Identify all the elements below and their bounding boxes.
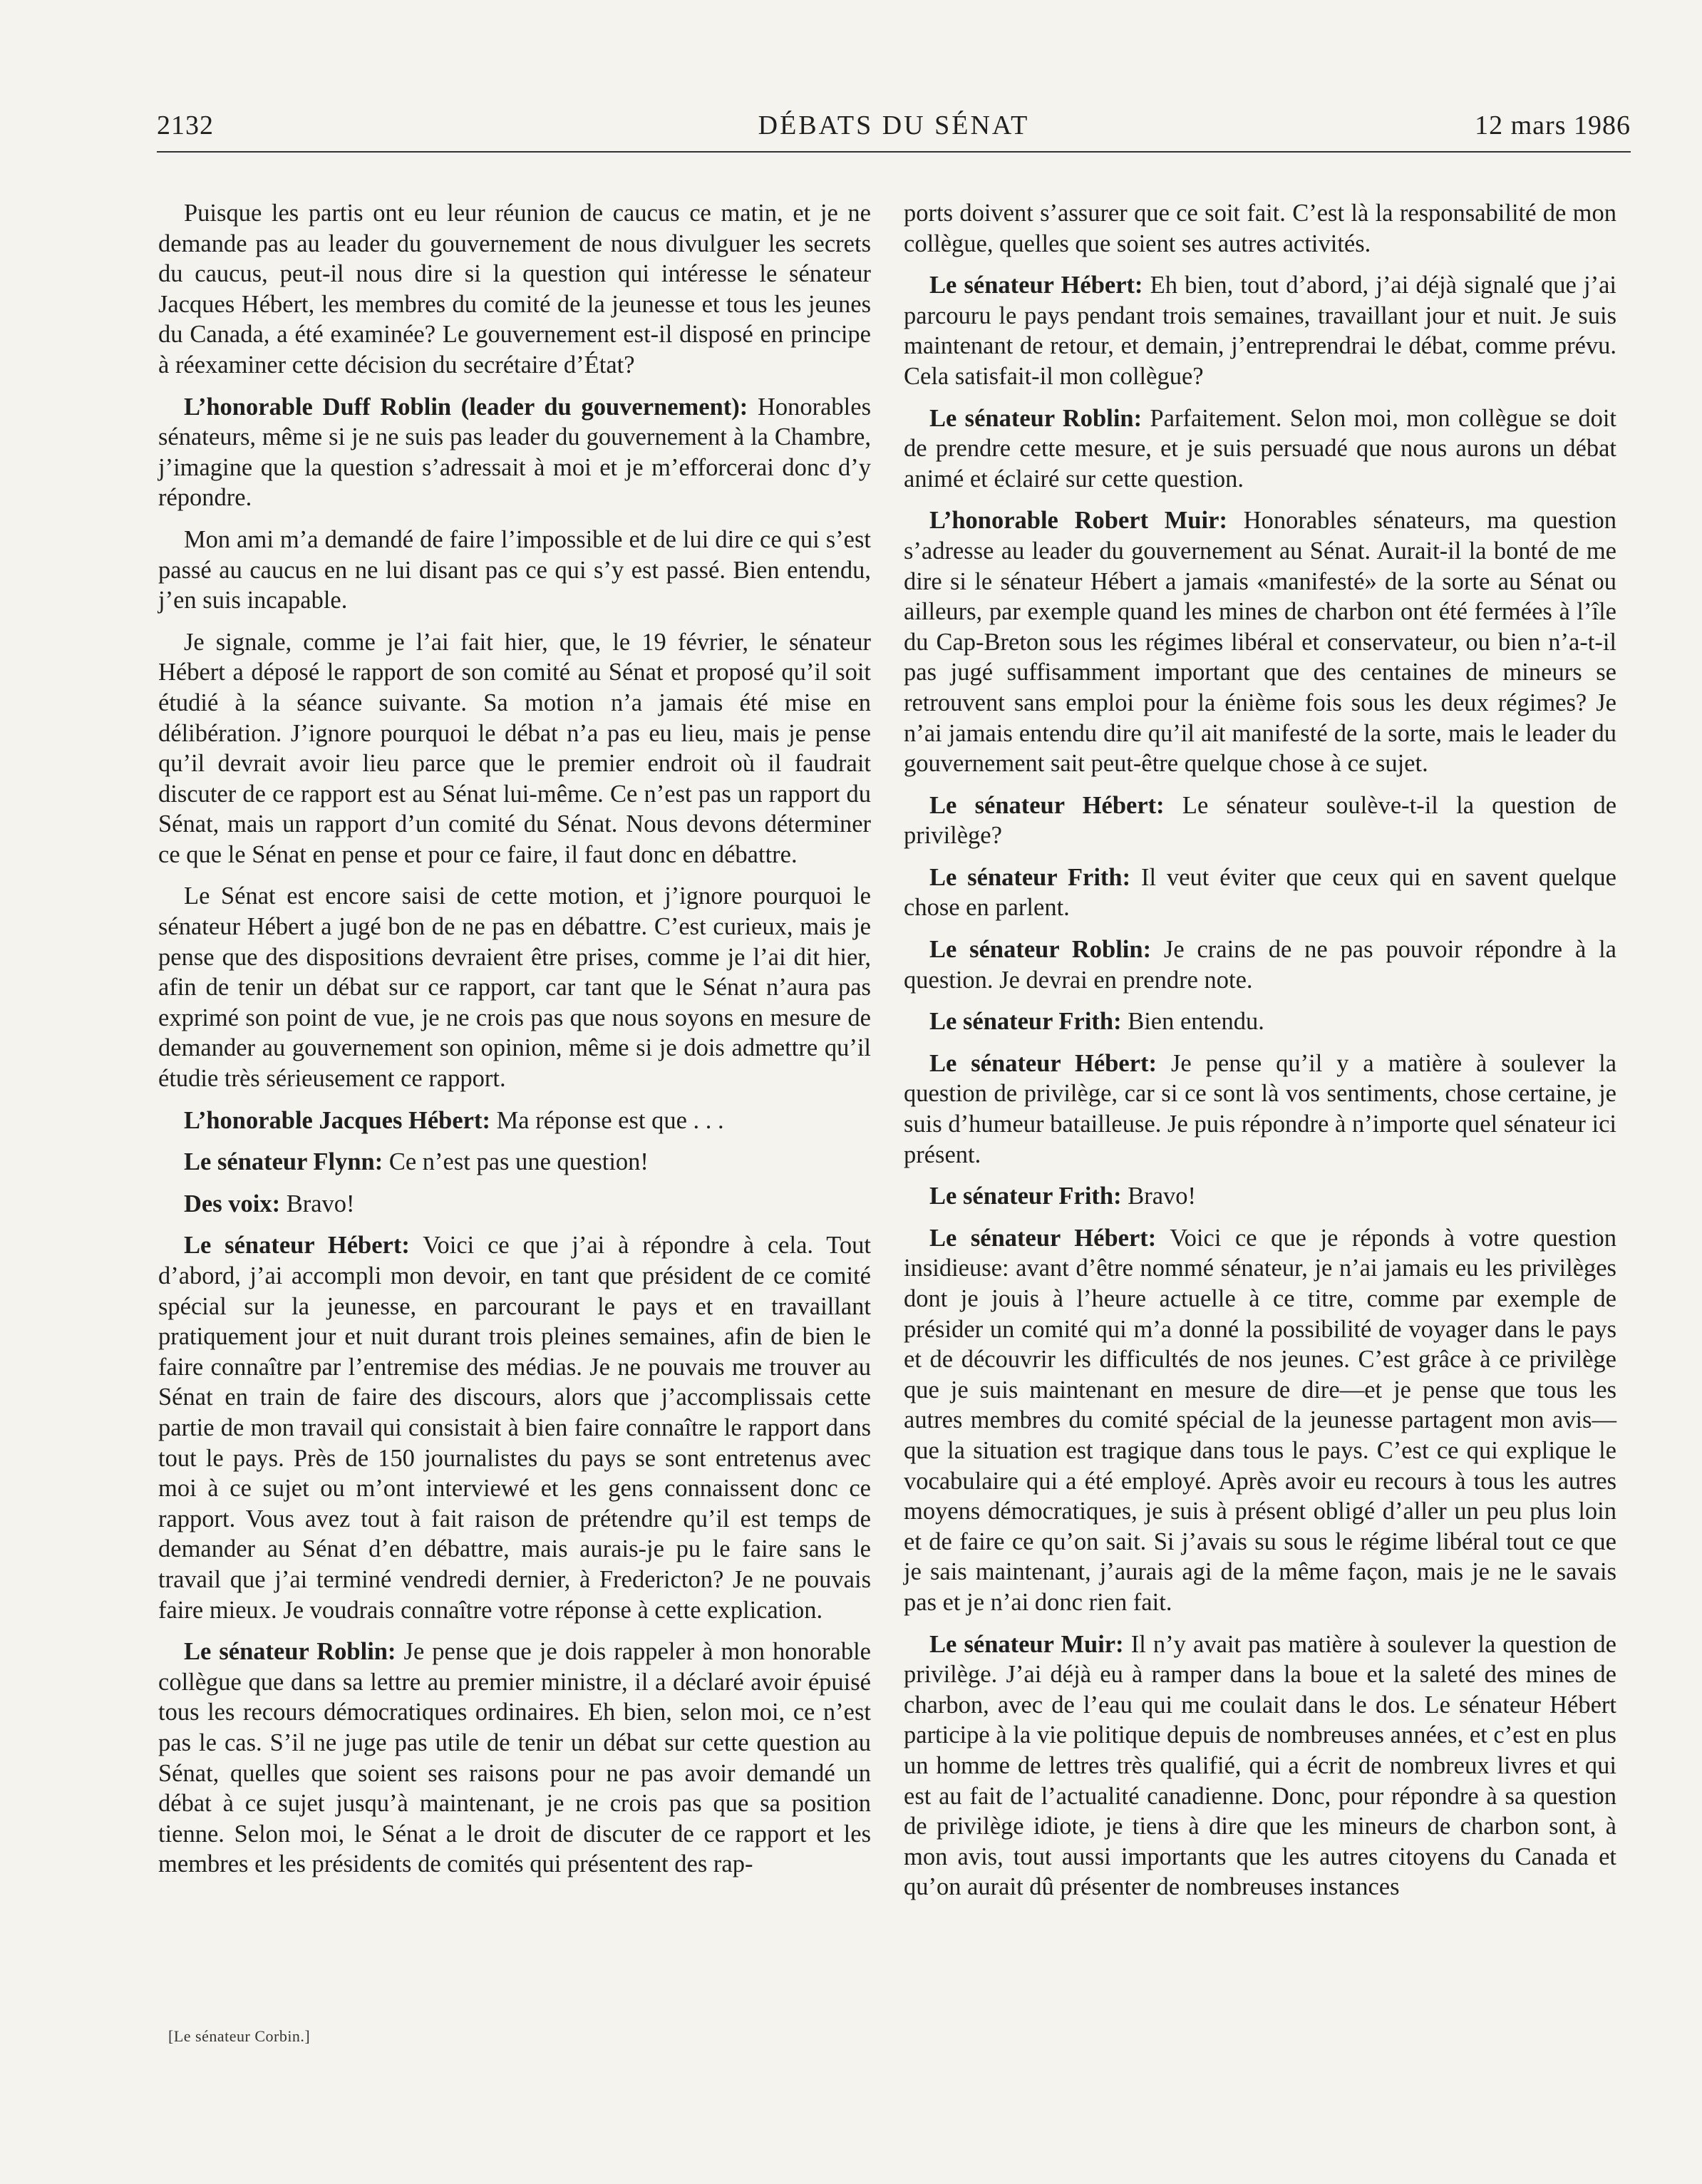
paragraph	[904, 790, 1616, 851]
paragraph	[904, 403, 1616, 495]
speaker-name: L’honorable Duff Roblin (leader du gouvernement):	[184, 393, 748, 421]
paragraph	[158, 1230, 871, 1625]
paragraph	[904, 198, 1616, 259]
issue-date: 12 mars 1986	[1475, 110, 1631, 140]
paragraph-text: Il n’y avait pas matière à soulever la question de privilège. J’ai déjà eu à ramper dans la boue et la saleté des mines de charbon, avec de l’eau qui me coulait dans le dos. Le sénateur Hébert participe à la vie politique depuis de nombreuses années, et c’est en plus un homme de lettres très qualifié, qui a écrit de nombreux livres et qui est au fait de l’actualité canadienne. Donc, pour répondre à sa question de privilège idiote, je tiens à dire que les mineurs de charbon sont, à mon avis, tout aussi importants que les autres citoyens du Canada et qu’on aurait dû présenter de nombreuses instances	[904, 1630, 1616, 1901]
paragraph	[158, 627, 871, 870]
speaker-name: Le sénateur Frith:	[929, 863, 1131, 891]
paragraph	[158, 881, 871, 1093]
paragraph-text: Bien entendu.	[1128, 1008, 1264, 1036]
paragraph	[904, 270, 1616, 391]
paragraph-text: Ce n’est pas une question!	[388, 1148, 649, 1176]
paragraph	[904, 1181, 1616, 1212]
paragraph-text: Je pense qu’il y a matière à soulever la question de privilège, car si ce sont là vos sentiments, chose certaine, je suis d’humeur batailleuse. Je puis répondre à n’importe quel sénateur ici présent.	[904, 1049, 1617, 1168]
running-header	[157, 108, 1631, 153]
paragraph	[904, 1629, 1616, 1902]
paragraph	[904, 934, 1616, 995]
paragraph-text: Honorables sénateurs, même si je ne suis pas leader du gouvernement à la Chambre, j’imagine que la question s’adressait à moi et je m’efforcerai donc d’y répondre.	[158, 393, 872, 512]
paragraph-text: Bravo!	[286, 1190, 355, 1217]
right-column	[904, 198, 1616, 1914]
paragraph	[158, 1106, 871, 1136]
speaker-name: Des voix:	[184, 1190, 281, 1217]
speaker-name: Le sénateur Hébert:	[929, 1224, 1157, 1252]
paragraph-text: Ma réponse est que . . .	[496, 1106, 724, 1134]
paragraph-text: Voici ce que j’ai à répondre à cela. Tout d’abord, j’ai accompli mon devoir, en tant que président de ce comité spécial sur la jeunesse, en parcourant le pays et en travaillant pratiquement jour et nuit durant trois pleines semaines, afin de bien le faire connaître par l’entremise des médias. Je ne pouvais me trouver au Sénat en train de faire des discours, alors que j’accomplissais cette partie de mon travail qui consistait à bien faire connaître le rapport dans tout le pays. Près de 150 journalistes du pays se sont entretenus avec moi à ce sujet ou m’ont interviewé et les gens connaissent donc ce rapport. Vous avez tout à fait raison de prétendre qu’il est temps de demander au Sénat d’en débattre, mais aurais-je pu le faire sans le travail que j’ai terminé vendredi dernier, à Fredericton? Je ne pouvais faire mieux. Je voudrais connaître votre réponse à cette explication.	[158, 1232, 871, 1624]
paragraph-text: Parfaitement. Selon moi, mon collègue se doit de prendre cette mesure, et je suis persuadé que nous aurons un débat animé et éclairé sur cette question.	[904, 404, 1616, 493]
paragraph-text: Voici ce que je réponds à votre question insidieuse: avant d’être nommé sénateur, je n’ai jamais eu les privilèges dont je jouis à l’heure actuelle à ce titre, comme par exemple de présider un comité qui m’a donné la possibilité de voyager dans le pays et de découvrir les difficultés de nos jeunes. C’est grâce à ce privilège que je suis maintenant en mesure de dire—et je pense que tous les autres membres du comité spécial de la jeunesse partagent mon avis—que la situation est tragique dans tous le pays. C’est ce qui explique le vocabulaire qui a été employé. Après avoir eu recours à tous les autres moyens démocratiques, je suis à présent obligé d’aller un peu plus loin et de faire ce qu’on sait. Si j’avais su sous le régime libéral tout ce que je sais maintenant, j’aurais agi de la même façon, mais je ne le savais pas et je n’ai donc rien fait.	[904, 1224, 1617, 1616]
paragraph-text: ports doivent s’assurer que ce soit fait. C’est là la responsabilité de mon collègue, quelles que soient ses autres activités.	[904, 200, 1616, 257]
paragraph	[904, 505, 1616, 778]
left-column	[158, 198, 871, 1891]
speaker-name: L’honorable Jacques Hébert:	[184, 1106, 490, 1134]
paragraph	[904, 1006, 1616, 1037]
paragraph-text: Le Sénat est encore saisi de cette motion, et j’ignore pourquoi le sénateur Hébert a jugé bon de ne pas en débattre. C’est curieux, mais je pense que des dispositions devraient être prises, comme je l’ai dit hier, afin de tenir un débat sur ce rapport, car tant que le Sénat n’aura pas exprimé son point de vue, je ne crois pas que nous soyons en mesure de demander au gouvernement son opinion, même si je dois admettre qu’il étudie très sérieusement ce rapport.	[158, 882, 871, 1093]
page-number: 2132	[157, 110, 214, 140]
speaker-name: Le sénateur Roblin:	[929, 404, 1143, 432]
speaker-name: Le sénateur Frith:	[929, 1008, 1122, 1036]
paragraph	[904, 1049, 1616, 1170]
paragraph-text: Il veut éviter que ceux qui en savent quelque chose en parlent.	[904, 863, 1616, 922]
speaker-name: Le sénateur Roblin:	[929, 936, 1152, 964]
publication-title: DÉBATS DU SÉNAT	[758, 110, 1030, 140]
paragraph	[158, 1189, 871, 1220]
paragraph	[158, 525, 871, 616]
paragraph	[158, 1637, 871, 1880]
speaker-name: Le sénateur Frith:	[929, 1183, 1122, 1210]
speaker-name: Le sénateur Hébert:	[184, 1232, 410, 1260]
paragraph-text: Le sénateur soulève-t-il la question de privilège?	[904, 791, 1617, 850]
paragraph-text: Puisque les partis ont eu leur réunion de caucus ce matin, et je ne demande pas au leader du gouvernement de nous divulguer les secrets du caucus, peut-il nous dire si la question qui intéresse le sénateur Jacques Hébert, les membres du comité de la jeunesse et tous les jeunes du Canada, a été examinée? Le gouvernement est-il disposé en principe à réexaminer cette décision du secrétaire d’État?	[158, 200, 871, 378]
speaker-name: Le sénateur Muir:	[929, 1630, 1124, 1658]
speaker-name: Le sénateur Hébert:	[929, 1049, 1157, 1077]
speaker-name: L’honorable Robert Muir:	[929, 507, 1227, 535]
paragraph-text: Bravo!	[1128, 1183, 1197, 1210]
paragraph-text: Honorables sénateurs, ma question s’adresse au leader du gouvernement au Sénat. Aurait-il la bonté de me dire si le sénateur Hébert a jamais «manifesté» de la sorte au Sénat ou ailleurs, par exemple quand les mines de charbon ont été fermées à l’île du Cap-Breton sous les régimes libéral et conservateur, ou bien n’a-t-il pas jugé suffisamment important que des centaines de mineurs se retrouvent sans emploi pour la énième fois sous les deux régimes? Je n’ai jamais entendu dire qu’il ait manifesté de la sorte, mais le leader du gouvernement sait peut-être quelque chose à ce sujet.	[904, 507, 1617, 778]
paragraph	[158, 1147, 871, 1178]
paragraph	[904, 862, 1616, 923]
paragraph-text: Eh bien, tout d’abord, j’ai déjà signalé que j’ai parcouru le pays pendant trois semaines, travaillant jour et nuit. Je suis maintenant de retour, et demain, j’entreprendrai le débat, comme prévu. Cela satisfait-il mon collègue?	[904, 272, 1616, 390]
paragraph	[904, 1223, 1616, 1618]
paragraph-text: Je crains de ne pas pouvoir répondre à la question. Je devrai en prendre note.	[904, 936, 1616, 994]
footnote: [Le sénateur Corbin.]	[168, 2027, 311, 2045]
speaker-name: Le sénateur Hébert:	[929, 272, 1143, 299]
speaker-name: Le sénateur Hébert:	[929, 791, 1165, 819]
paragraph-text: Je signale, comme je l’ai fait hier, que, le 19 février, le sénateur Hébert a déposé le rapport de son comité au Sénat et proposé qu’il soit étudié à la séance suivante. Sa motion n’a jamais été mise en délibération. J’ignore pourquoi le débat n’a pas eu lieu, mais je pense qu’il devrait avoir lieu parce que le premier endroit où il faudrait discuter de ce rapport est au Sénat lui-même. Ce n’est pas un rapport du Sénat, mais un rapport d’un comité du Sénat. Nous devons déterminer ce que le Sénat en pense et pour ce faire, il faut donc en débattre.	[158, 628, 871, 868]
paragraph	[158, 392, 871, 513]
paragraph	[158, 198, 871, 381]
speaker-name: Le sénateur Roblin:	[184, 1638, 396, 1666]
speaker-name: Le sénateur Flynn:	[184, 1148, 383, 1176]
paragraph-text: Je pense que je dois rappeler à mon honorable collègue que dans sa lettre au premier ministre, il a déclaré avoir épuisé tous les recours démocratiques ordinaires. Eh bien, selon moi, ce n’est pas le cas. S’il ne juge pas utile de tenir un débat sur cette question au Sénat, quelles que soient ses raisons pour ne pas avoir demandé un débat à ce sujet jusqu’à maintenant, je ne crois pas que sa position tienne. Selon moi, le Sénat a le droit de discuter de ce rapport et les membres et les présidents de comités qui présentent des rap-	[158, 1638, 871, 1878]
paragraph-text: Mon ami m’a demandé de faire l’impossible et de lui dire ce qui s’est passé au caucus en ne lui disant pas ce qui s’y est passé. Bien entendu, j’en suis incapable.	[158, 525, 871, 614]
